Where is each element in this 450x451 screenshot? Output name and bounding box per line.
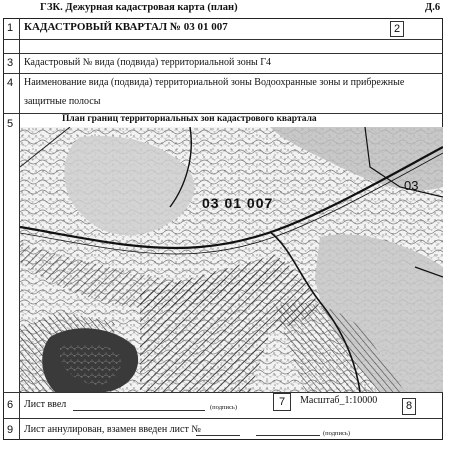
cadastral-quarter-title: КАДАСТРОВЫЙ КВАРТАЛ № 03 01 007 [24,21,228,33]
sheet-annulled-label: Лист аннулирован, взамен введен лист № [24,424,201,435]
row-number-1: 1 [7,22,14,34]
sheet-annulled-signature-line [256,435,320,436]
map-scale: Масштаб_1:10000 [300,395,378,406]
map-title: План границ территориальных зон кадастрового квартала [62,114,317,124]
map-quarter-label: 03 01 007 [202,195,274,211]
field-box-7: 7 [273,393,291,411]
form-header-title: ГЗК. Дежурная кадастровая карта (план) [40,2,238,13]
replacement-sheet-number-line [196,435,240,436]
cadastral-map-image [20,127,443,392]
sheet-entered-label: Лист ввел [24,399,67,410]
field-box-8: 8 [402,398,416,415]
signature-caption: (подпись) [323,430,350,437]
row-divider [3,39,443,40]
row-divider [3,418,443,419]
row-number-9: 9 [7,424,14,436]
row-divider [3,53,443,54]
row-number-3: 3 [7,57,14,69]
zone-cadastral-number: Кадастровый № вида (подвида) территориальной зоны Г4 [24,57,272,68]
row-number-4: 4 [7,77,14,89]
row-number-6: 6 [7,399,14,411]
sheet-entered-signature-line [73,410,205,411]
form-code: Д.6 [425,2,441,13]
row-divider [3,392,443,393]
row-number-5: 5 [7,118,14,130]
row-divider [3,73,443,74]
signature-caption: (подпись) [210,404,237,411]
map-neighbor-label: 03 [404,178,419,193]
zone-name-line-2: защитные полосы [24,96,101,107]
field-box-2: 2 [390,21,404,37]
zone-name-line-1: Наименование вида (подвида) территориальной зоны Водоохранные зоны и прибрежные [24,77,405,88]
